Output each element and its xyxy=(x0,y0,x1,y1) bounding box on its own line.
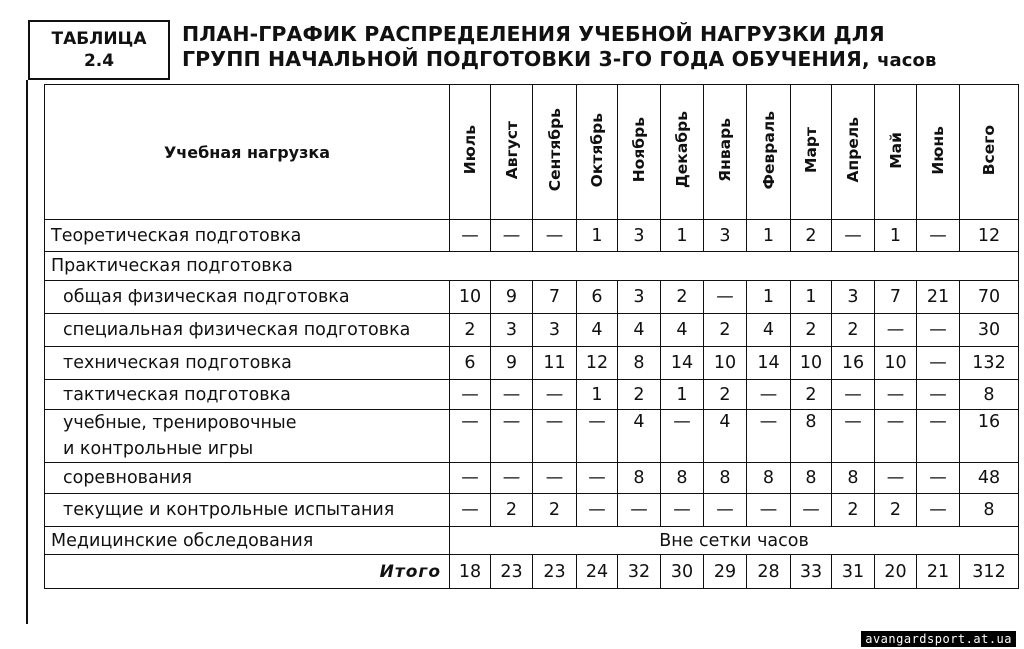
table-number-box xyxy=(28,20,170,80)
table-cell: 8 xyxy=(791,463,832,494)
table-cell: — xyxy=(917,463,960,494)
row-label: тактическая подготовка xyxy=(45,380,450,410)
header-month xyxy=(704,85,747,220)
page-title xyxy=(182,22,1012,73)
table-cell: 8 xyxy=(747,463,791,494)
table-cell: 4 xyxy=(618,314,661,347)
header-month-label: Май xyxy=(886,131,905,169)
table-cell: 7 xyxy=(875,281,917,314)
table-cell: 31 xyxy=(832,555,875,589)
header-month-label: Июнь xyxy=(929,125,947,175)
row-label: техническая подготовка xyxy=(45,347,450,380)
table-cell: 8 xyxy=(704,463,747,494)
table-cell: 23 xyxy=(491,555,533,589)
title-line-1: ПЛАН-ГРАФИК РАСПРЕДЕЛЕНИЯ УЧЕБНОЙ НАГРУЗКИ ДЛЯ xyxy=(182,22,885,46)
table-cell: 1 xyxy=(791,281,832,314)
table-cell: — xyxy=(450,220,491,252)
table-label-number: 2.4 xyxy=(83,51,115,71)
table-cell-total: 8 xyxy=(960,380,1019,410)
table-row-tests xyxy=(45,494,1019,527)
table-cell: — xyxy=(917,494,960,527)
header-month-label: Апрель xyxy=(844,117,862,183)
row-label xyxy=(45,410,450,463)
table-cell: — xyxy=(533,220,577,252)
header-month xyxy=(875,85,917,220)
table-cell: — xyxy=(661,494,704,527)
header-load-label: Учебная нагрузка xyxy=(45,85,450,220)
table-cell: 2 xyxy=(791,380,832,410)
table-cell: — xyxy=(577,463,618,494)
row-label-line-1: учебные, тренировочные xyxy=(63,413,297,433)
header-total-label: Всего xyxy=(980,124,998,176)
table-cell-total: 132 xyxy=(960,347,1019,380)
site-watermark: avangardsport.at.ua xyxy=(861,631,1016,647)
table-cell: 2 xyxy=(533,494,577,527)
row-label: Практическая подготовка xyxy=(45,252,1019,281)
table-cell: 3 xyxy=(533,314,577,347)
table-label-word: ТАБЛИЦА xyxy=(51,29,147,49)
header-month-label: Сентябрь xyxy=(545,108,564,192)
table-row-total xyxy=(45,555,1019,589)
table-cell: — xyxy=(491,220,533,252)
table-cell: 3 xyxy=(618,281,661,314)
row-label: специальная физическая подготовка xyxy=(45,314,450,347)
table-cell: — xyxy=(618,494,661,527)
table-cell: 14 xyxy=(661,347,704,380)
table-cell: — xyxy=(832,410,875,463)
table-cell: 1 xyxy=(577,220,618,252)
table-cell: — xyxy=(917,347,960,380)
table-cell-total: 312 xyxy=(960,555,1019,589)
table-cell: — xyxy=(577,494,618,527)
table-row-technical xyxy=(45,347,1019,380)
table-cell: — xyxy=(791,494,832,527)
left-rule-divider xyxy=(26,80,28,624)
table-cell-total: 30 xyxy=(960,314,1019,347)
table-cell: — xyxy=(704,494,747,527)
table-cell: — xyxy=(491,410,533,463)
table-cell: 18 xyxy=(450,555,491,589)
table-cell-total: 12 xyxy=(960,220,1019,252)
table-cell: 21 xyxy=(917,555,960,589)
table-row-practice xyxy=(45,252,1019,281)
table-cell: — xyxy=(875,410,917,463)
header-month xyxy=(577,85,618,220)
table-cell: 21 xyxy=(917,281,960,314)
table-cell: 8 xyxy=(661,463,704,494)
table-cell: 11 xyxy=(533,347,577,380)
header-total xyxy=(960,85,1019,220)
table-cell: 10 xyxy=(791,347,832,380)
table-row-special-phys xyxy=(45,314,1019,347)
header-month-label: Июль xyxy=(461,125,479,175)
table-cell-total: 48 xyxy=(960,463,1019,494)
table-cell: 2 xyxy=(832,314,875,347)
table-cell: 9 xyxy=(491,347,533,380)
header-month-label: Ноябрь xyxy=(630,117,648,183)
row-label: Медицинские обследования xyxy=(45,527,450,555)
table-cell: 2 xyxy=(875,494,917,527)
table-cell: 33 xyxy=(791,555,832,589)
table-cell: 14 xyxy=(747,347,791,380)
table-cell: — xyxy=(704,281,747,314)
table-cell: — xyxy=(832,380,875,410)
header-month-label: Август xyxy=(502,120,521,180)
table-cell: — xyxy=(533,410,577,463)
table-cell: — xyxy=(832,220,875,252)
table-cell: 29 xyxy=(704,555,747,589)
table-row-competitions xyxy=(45,463,1019,494)
table-cell: 16 xyxy=(832,347,875,380)
table-cell: 1 xyxy=(661,380,704,410)
table-cell: 4 xyxy=(577,314,618,347)
header-month-label: Февраль xyxy=(759,110,778,190)
table-cell: 3 xyxy=(832,281,875,314)
table-cell: — xyxy=(450,380,491,410)
table-cell: — xyxy=(450,463,491,494)
header-month xyxy=(832,85,875,220)
table-cell: 10 xyxy=(875,347,917,380)
table-cell: — xyxy=(747,380,791,410)
medical-note: Вне сетки часов xyxy=(450,527,1019,555)
table-row-tactical xyxy=(45,380,1019,410)
table-cell: — xyxy=(917,380,960,410)
table-cell: 2 xyxy=(704,314,747,347)
table-cell: — xyxy=(917,410,960,463)
table-cell: — xyxy=(875,314,917,347)
table-cell: — xyxy=(917,220,960,252)
table-row-games xyxy=(45,410,1019,463)
header-month xyxy=(533,85,577,220)
table-cell: — xyxy=(491,380,533,410)
table-cell: 1 xyxy=(747,220,791,252)
header-month xyxy=(791,85,832,220)
table-cell: 2 xyxy=(791,314,832,347)
table-cell: — xyxy=(875,463,917,494)
row-label: текущие и контрольные испытания xyxy=(45,494,450,527)
table-cell: 12 xyxy=(577,347,618,380)
table-cell: 2 xyxy=(618,380,661,410)
row-label: Теоретическая подготовка xyxy=(45,220,450,252)
table-cell: 24 xyxy=(577,555,618,589)
table-cell: 28 xyxy=(747,555,791,589)
title-unit: часов xyxy=(877,50,937,71)
table-cell: — xyxy=(661,410,704,463)
table-cell: — xyxy=(533,380,577,410)
table-cell: 6 xyxy=(577,281,618,314)
table-cell: 1 xyxy=(875,220,917,252)
table-cell: 7 xyxy=(533,281,577,314)
table-cell: 1 xyxy=(661,220,704,252)
header-month-label: Октябрь xyxy=(588,112,606,188)
header-month-label: Январь xyxy=(716,118,734,182)
table-cell: — xyxy=(450,410,491,463)
table-cell-total: 70 xyxy=(960,281,1019,314)
table-cell: 8 xyxy=(618,463,661,494)
header-month xyxy=(618,85,661,220)
table-cell: 8 xyxy=(791,410,832,463)
table-cell: — xyxy=(533,463,577,494)
table-cell: — xyxy=(917,314,960,347)
table-cell: 6 xyxy=(450,347,491,380)
title-line-2 xyxy=(182,47,1012,73)
table-cell: 3 xyxy=(704,220,747,252)
table-cell: 2 xyxy=(704,380,747,410)
table-cell: 2 xyxy=(450,314,491,347)
table-cell: 20 xyxy=(875,555,917,589)
header-month-label: Декабрь xyxy=(673,111,691,189)
row-label: общая физическая подготовка xyxy=(45,281,450,314)
header-month xyxy=(747,85,791,220)
table-cell: 30 xyxy=(661,555,704,589)
table-cell: 2 xyxy=(791,220,832,252)
table-row-general-phys xyxy=(45,281,1019,314)
table-row-medical xyxy=(45,527,1019,555)
table-cell: 9 xyxy=(491,281,533,314)
table-cell: 8 xyxy=(832,463,875,494)
table-cell: 4 xyxy=(747,314,791,347)
title-line-2-text: ГРУПП НАЧАЛЬНОЙ ПОДГОТОВКИ 3-ГО ГОДА ОБУЧЕНИЯ, xyxy=(182,47,870,71)
table-cell: 4 xyxy=(704,410,747,463)
table-cell: 2 xyxy=(661,281,704,314)
table-cell: 23 xyxy=(533,555,577,589)
header-month xyxy=(661,85,704,220)
header-month-label: Март xyxy=(802,127,820,173)
table-cell: 32 xyxy=(618,555,661,589)
table-cell: — xyxy=(875,380,917,410)
total-label: Итого xyxy=(45,555,450,589)
load-schedule-table xyxy=(44,84,1019,589)
header-month xyxy=(450,85,491,220)
table-cell: 1 xyxy=(577,380,618,410)
table-cell: — xyxy=(747,494,791,527)
table-cell: 2 xyxy=(832,494,875,527)
header-month xyxy=(491,85,533,220)
table-cell: 4 xyxy=(661,314,704,347)
table-cell: 3 xyxy=(618,220,661,252)
row-label: соревнования xyxy=(45,463,450,494)
table-cell: 4 xyxy=(618,410,661,463)
table-cell: 2 xyxy=(491,494,533,527)
row-label-line-2: и контрольные игры xyxy=(63,439,254,459)
table-cell: — xyxy=(747,410,791,463)
table-cell-total: 16 xyxy=(960,410,1019,463)
table-cell: 8 xyxy=(618,347,661,380)
table-cell: 1 xyxy=(747,281,791,314)
table-row-theory xyxy=(45,220,1019,252)
table-cell: — xyxy=(577,410,618,463)
header-month xyxy=(917,85,960,220)
table-cell: 3 xyxy=(491,314,533,347)
table-cell: 10 xyxy=(450,281,491,314)
table-cell: 10 xyxy=(704,347,747,380)
table-cell: — xyxy=(450,494,491,527)
table-cell: — xyxy=(491,463,533,494)
table-cell-total: 8 xyxy=(960,494,1019,527)
